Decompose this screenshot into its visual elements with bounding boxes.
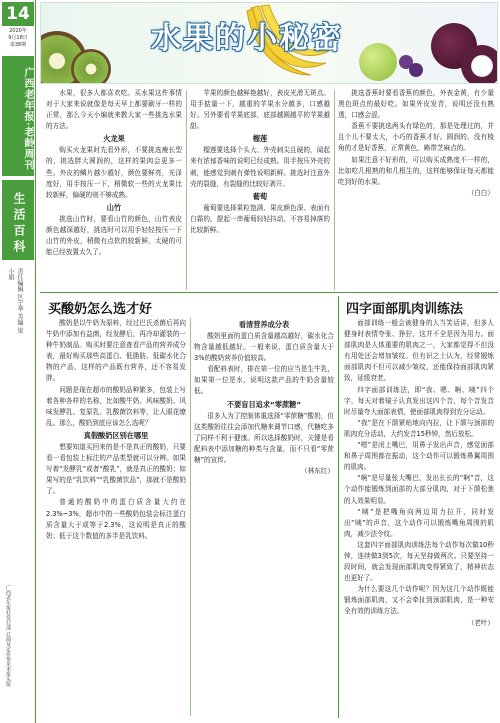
subheading: 榴莲 [252,134,268,144]
column-divider [338,296,339,718]
paragraph: 挑选山竹时，要看山竹的颜色，山竹表皮颜色越深越好，挑选时可以用手轻轻按压一下山竹的外皮，稍微有点软的较新鲜，太硬的可能已经放置太久了。 [46,214,182,257]
article2-col2 [194,318,334,718]
banner-title: 水果的小秘密 [151,21,343,56]
issue-number: 第38期 [9,42,27,48]
side-strip [0,0,36,723]
date-day: 9月18日 [8,35,28,41]
subheading: 不要盲目追求“零蔗糖” [226,399,302,409]
grape-illustration [409,63,423,77]
editor-credit: 责任编辑 区宁华 美编 梁小娟 [7,268,23,334]
paragraph: “嗯”是闭上嘴巴，用鼻子发出声音，感觉面部和鼻子周围都在振动，这个动作可以锻炼鼻翼周围的肌肉。 [344,441,494,472]
subheading: 看清营养成分表 [238,320,290,329]
article1-col2 [190,88,330,236]
column-divider [186,90,187,290]
article2-signature: （林东红） [301,467,334,476]
article3-signature: （老叶） [467,618,494,627]
paragraph: “啊”是尽量张大嘴巴，发出长长的“啊”音，这个动作能锻炼到面部的大部分肌肉，对于下颌松弛的人效果明显。 [344,474,494,505]
section-divider [40,292,498,293]
paragraph: 香蕉不要挑选两头有绿色的，那是处理过的，并且个儿不要太大，小巧的香蕉才好。圆润的、没有棱角的才是好香蕉，正常黄色，略带芝麻点的。 [338,122,494,153]
paragraph: 如果注意不好形的，可以购买成熟度不一样的，比如吃几根熟的和几根生的，这样能够保证每天都能吃到好的水果。 [338,155,494,186]
paragraph: 为什么要这几个动作呢？因为这几个动作既能锻炼面部肌肉，又不会牵扯到颈部肌肉，是一种安全有效的训练方法。 [344,585,494,616]
paragraph: 这套四字面部肌肉训练法每个动作每次做10秒钟，连续做3到5次，每天坚持做两次。只要坚持一段时间，就会发现面部肌肉变得紧致了，精神状态也更好了。 [344,540,494,583]
paragraph: 普通的酸奶中的蛋白质含量大约在2.3%~3%，超市中的一些酸奶包装会标注蛋白质含量大于或等于2.3%，这说明是真正的酸奶；低于这个数值的多半是乳饮料。 [46,498,186,540]
paragraph: 苹果的颜色越鲜艳越好，表皮光滑无斑点。用手掂量一下，越重的苹果水分越多，口感越好。另外要看苹果底部，底部越圆越平的苹果越甜。 [190,89,330,131]
date-year: 2020年 [9,28,27,34]
paragraph: 葡萄要选择果粒饱满、果皮颜色深、表面有白霜的。提起一串葡萄轻轻抖动，不容易掉落的比较新鲜。 [190,203,330,234]
article3-title: 四字面部肌肉训练法 [346,302,464,317]
section-name: 生活百科 [2,180,34,260]
subheading: 真假酸奶区别在哪里 [83,430,149,440]
paragraph: 榴莲要选择个头大、外壳刺尖且硬的，闻起来有浓郁香味的说明已经成熟。用手按压外壳的刺，能感觉到刺有弹性说明新鲜。挑选时注意外壳的裂缝，有裂缝的比较好剥开。 [190,146,330,188]
column-divider [334,90,335,290]
issue-date [2,28,34,49]
paragraph: 看配料表时，排在第一位的应当是生牛乳，如果第一位是水，说明这款产品的牛奶含量较低。 [194,365,334,396]
masthead: 广西老年报·老龄周刊 [2,56,34,176]
column-divider [190,318,191,716]
article1-col1 [46,88,182,258]
mangosteen-illustration [461,45,498,84]
apple-illustration [359,43,397,81]
banner [40,2,498,84]
article2-col1 [46,318,186,718]
paragraph: 问题是现在超市的酸奶品种繁多，包装上写着各种各样的名称，比如酸牛奶、风味酸奶、风味发酵乳、复原乳、乳酸菌饮料等，让人眼花缭乱。那么，酸奶到底应该怎么选呢？ [46,385,186,427]
article1-col3 [338,88,494,199]
paragraph: 酸奶是以牛奶为原料，经过巴氏杀菌后再向牛奶中添加有益菌，经发酵后，再冷却灌装的一种牛奶制品。购买时要注意查看产品的营养成分表，最好购买那些高蛋白、低脂肪、低碳水化合物的产品，这样的产品既有营养，还不容易发胖。 [46,319,186,383]
article3-col [344,318,494,718]
page-number: 14 [2,2,34,26]
kiwi-illustration [71,49,111,84]
paragraph: 四字面部训练法，即“我、嗯、啊、咦”四个字，每天对着镜子认真发出这四个音，每个音发音时尽量夸大面部表情，使面部肌肉得到充分运动。 [344,385,494,416]
subheading: 葡萄 [252,191,268,201]
paragraph: 酸奶里面的蛋白质含量越高越好，碳水化合物含量越低越好。一般来说，蛋白质含量大于3%的酸奶营养价值较高。 [194,332,334,363]
footer-note: 广西老年报社发行部 订阅及定价参见本报头版 [5,585,11,687]
article2-title: 买酸奶怎么选才好 [48,302,153,317]
paragraph: 水果，很多人都喜欢吃。买水果这件事情对于大家来说就像是每天早上都要刷牙一样的正常，那么今天小编就来教大家一些挑选水果的方法。 [46,89,182,131]
paragraph: “我”是在下颌紧贴地向内拉，让下颌与颈部的肌肉充分活动，大约发音15秒钟，然后放松。 [344,418,494,438]
paragraph: 挑选香蕉时要看香蕉的颜色，外表金黄，有少量黑色斑点的最好吃。如果外皮发青，说明还没有熟透，口感会涩。 [338,89,494,120]
subheading: 山竹 [106,202,122,212]
paragraph: 面部训练一般会被健身的人当笑话讲，但多人健身时表情夸张、狰狞，这并不全是因为用力。面部肌肉是人体重要的肌肉之一，大家都觉得不但没有用处还会增加皱纹。但有识之士认为，经常锻炼面部肌肉不但可以减少皱纹，还能保持面部肌肉紧致，延缓衰老。 [344,319,494,383]
paragraph: 购买火龙果时先看外形，不要挑选瘦长型的，挑选胖大圆润的，这样的果肉会更多一些。外皮的鳞片越少越好，颜色要鲜亮，光泽度好，用手按压一下，稍微软一些的火龙果比较新鲜，偏硬的则不够成熟。 [46,146,182,199]
paragraph: “咦”是把嘴角向两边用力拉开，同时发出“咦”的声音，这个动作可以锻炼嘴角周围的肌肉，减少法令纹。 [344,507,494,538]
paragraph: 想要知道买回来的是不是真正的酸奶，只要看一看包装上标注的产品类型就可以分辨。如果写着“发酵乳”或者“酸乳”，就是真正的酸奶；如果写的是“乳饮料”“乳酸菌饮品”，那就不是酸奶了。 [46,442,186,496]
subheading: 火龙果 [103,134,125,144]
paragraph: 很多人为了控制体重选择“零蔗糖”酸奶，但这类酸奶往往会添加代糖来调节口感，代糖吃多了同样不利于健康。所以选择酸奶时，关键是看配料表中添加糖的种类与含量，而不只看“零蔗糖”的宣传。 [194,411,334,464]
article1-signature: （白白） [467,188,494,197]
